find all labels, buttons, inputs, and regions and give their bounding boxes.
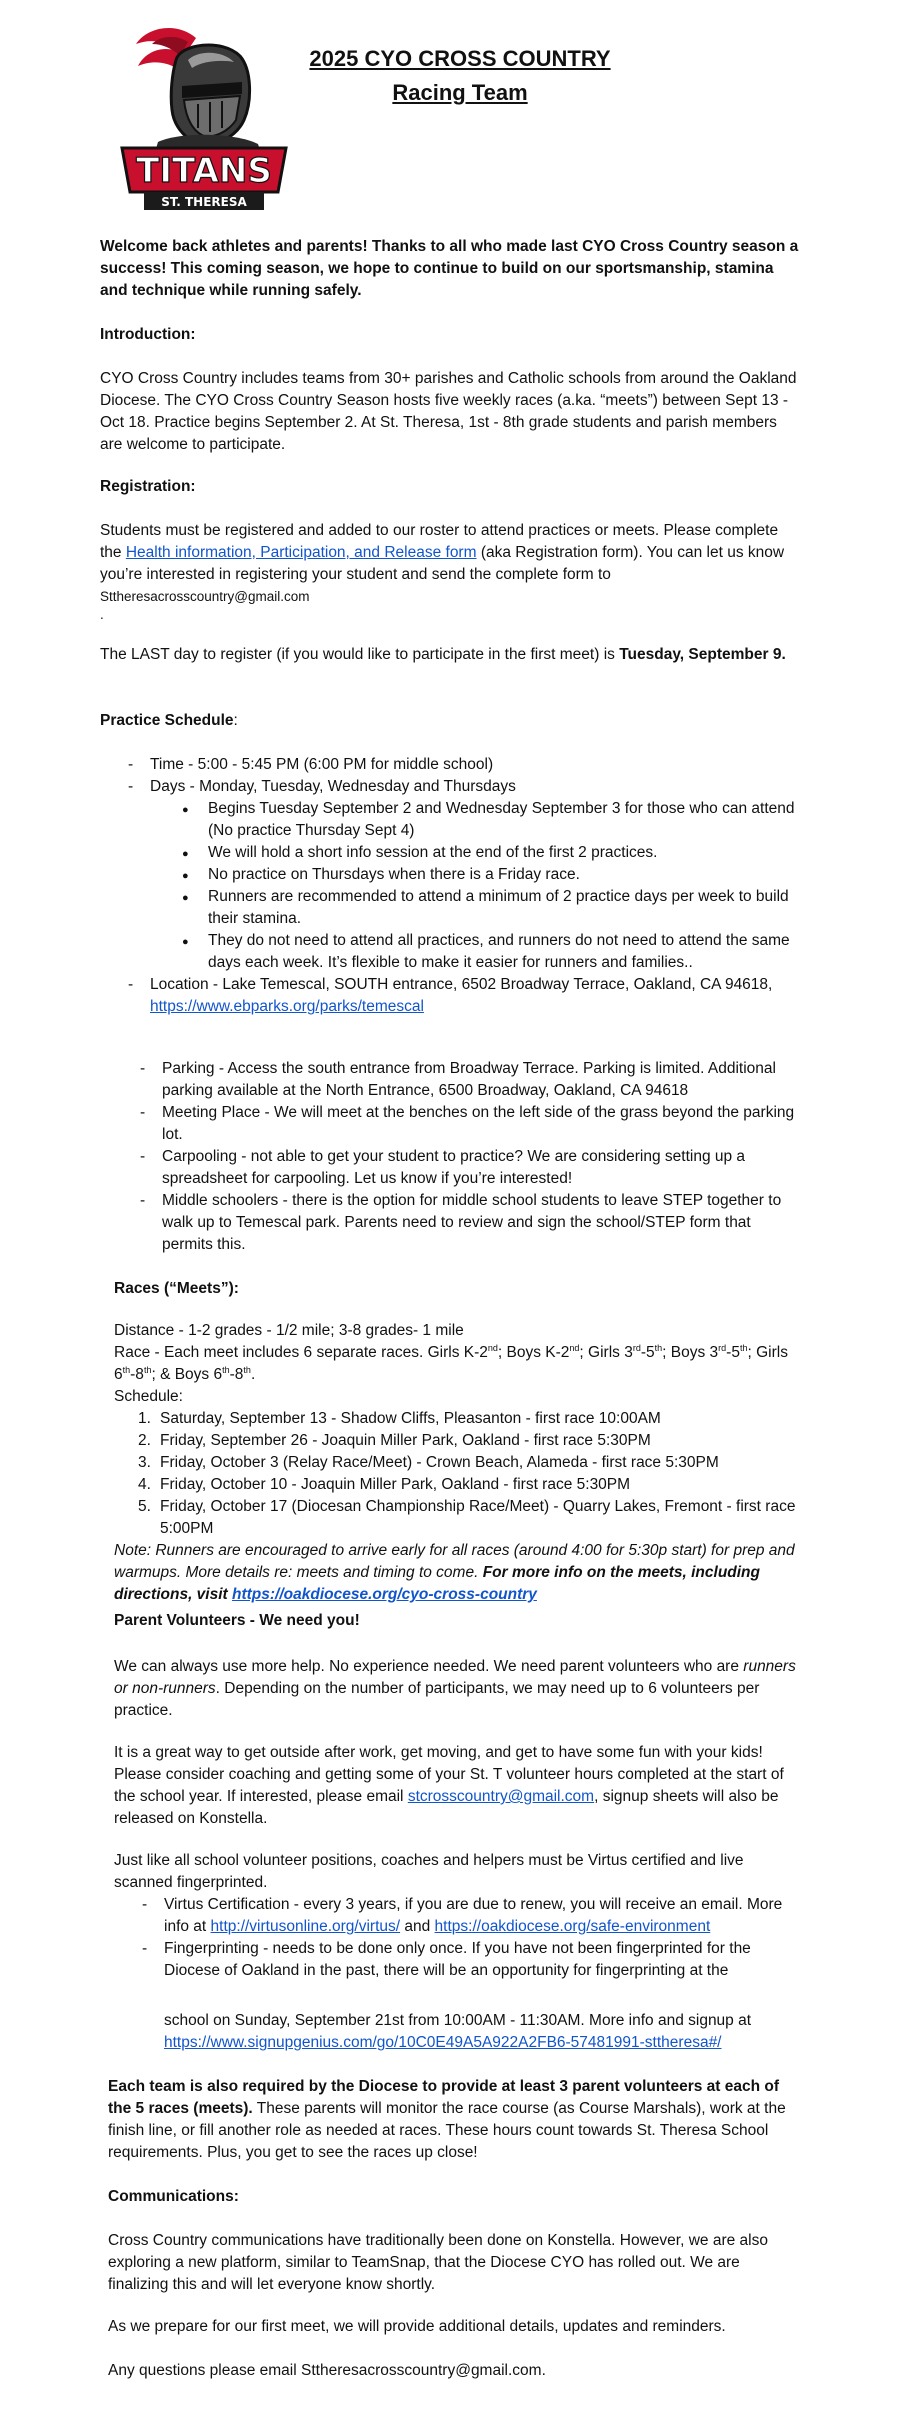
stcrosscountry-email-link[interactable]: stcrosscountry@gmail.com <box>407 1788 595 1805</box>
race-text-8: -8 <box>130 1366 144 1383</box>
race-text-2: ; Boys K-2 <box>497 1344 570 1361</box>
race-schedule <box>114 1408 804 1540</box>
fingerprint-item: - Fingerprinting - needs to be done only once. If you have not been fingerprinted for the Diocese of Oakland in the past, there will be an opportunity for fingerprinting at the <box>114 1938 804 1982</box>
signupgenius-link[interactable]: https://www.signupgenius.com/go/10C0E49A5A922A2FB6-57481991-sttheresa#/ <box>164 2034 722 2051</box>
intro-heading: Introduction: <box>100 326 196 343</box>
race-text: Saturday, September 13 - Shadow Cliffs, Pleasanton - first race 10:00AM <box>160 1410 661 1427</box>
volunteer-requirements <box>114 1894 804 1982</box>
day-note-4: ● Runners are recommended to attend a minimum of 2 practice days per week to build their stamina. <box>100 886 800 930</box>
communications-p2: As we prepare for our first meet, we will provide additional details, updates and reminders. <box>108 2318 726 2335</box>
virtus-text: Virtus Certification - every 3 years, if you are due to renew, you will receive an email. More info at <box>164 1896 783 1935</box>
practice-list <box>100 754 800 1018</box>
race-text: Friday, October 17 (Diocesan Championship Race/Meet) - Quarry Lakes, Fremont - first race 5:00PM <box>160 1498 796 1537</box>
virtus-and: and <box>400 1918 435 1935</box>
team-requirement <box>108 2076 804 2164</box>
race-item <box>114 1408 804 1430</box>
race-text-10: -8 <box>229 1366 244 1383</box>
races-format <box>114 1342 804 1386</box>
registration-heading: Registration: <box>100 478 196 495</box>
titans-logo <box>118 20 290 212</box>
race-item <box>114 1430 804 1452</box>
races-heading: Races (“Meets”): <box>114 1280 239 1297</box>
practice-heading-text: Practice Schedule <box>100 712 234 729</box>
logo-subtext: ST. THERESA <box>161 195 247 209</box>
finger-text: school on Sunday, September 21st from 10:00AM - 11:30AM. More info and signup at <box>164 2012 752 2029</box>
race-text: Friday, October 3 (Relay Race/Meet) - Crown Beach, Alameda - first race 5:30PM <box>160 1454 719 1471</box>
race-semicolon: ; <box>747 1344 752 1361</box>
safe-environment-link[interactable]: https://oakdiocese.org/safe-environment <box>434 1918 711 1935</box>
communications-p1: Cross Country communications have traditionally been done on Konstella. However, we are also exploring a new platform, similar to TeamSnap, that the Diocese CYO has rolled out. We are finalizing this and will let everyone know shortly. <box>108 2232 768 2293</box>
races-block <box>114 1320 804 1606</box>
sup-th-2: th <box>739 1342 748 1353</box>
schedule-label: Schedule: <box>114 1388 183 1405</box>
race-period: . <box>250 1366 256 1383</box>
day-note-2: ● We will hold a short info session at the end of the first 2 practices. <box>100 842 800 864</box>
race-text: Friday, September 26 - Joaquin Miller Park, Oakland - first race 5:30PM <box>160 1432 651 1449</box>
welcome-paragraph: Welcome back athletes and parents! Thanks to all who made last CYO Cross Country season a success! This coming season, we hope to continue to build on our sportsmanship, stamina and technique while running safely. <box>100 238 799 299</box>
note-text: Note: Runners are encouraged to arrive early for all races (around 4:00 for 5:30p start) for prep and warmups. More details re: meets and timing to come. <box>114 1542 795 1581</box>
registration-email: Sttheresacrosscountry@gmail.com <box>100 589 310 604</box>
volunteers-p1 <box>114 1656 804 1722</box>
logo-wordmark: TITANS <box>136 151 272 191</box>
volunteers-p2 <box>114 1742 804 1830</box>
sup-rd-1: rd <box>632 1342 641 1353</box>
race-number: 5. <box>138 1498 151 1515</box>
sup-th-6: th <box>243 1364 251 1375</box>
volunteers-p3: Just like all school volunteer positions, coaches and helpers must be Virtus certified and live scanned fingerprinted. <box>114 1852 744 1891</box>
vol-ital: runners or non-runners <box>114 1658 796 1697</box>
races-note <box>114 1540 804 1606</box>
team-rest: These parents will monitor the race course (as Course Marshals), work at the finish line, or fill another role as needed at races. These hours count towards St. Theresa School requirements. Plus, you get to see the races up close! <box>108 2100 786 2161</box>
registration-deadline <box>100 644 800 666</box>
practice-parking: - Parking - Access the south entrance from Broadway Terrace. Parking is limited. Additional parking available at the North Entrance, 6500 Broadway, Oakland, CA 94618 <box>112 1058 800 1102</box>
day-note-1: ● Begins Tuesday September 2 and Wednesday September 3 for those who can attend (No practice Thursday Sept 4) <box>100 798 800 842</box>
race-text: Friday, October 10 - Joaquin Miller Park, Oakland - first race 5:30PM <box>160 1476 631 1493</box>
practice-heading <box>100 710 800 732</box>
races-distance: Distance - 1-2 grades - 1/2 mile; 3-8 grades- 1 mile <box>114 1322 464 1339</box>
race-text-7: Girls 6 <box>114 1344 788 1383</box>
sup-th-3: th <box>122 1364 131 1375</box>
team-bold: Each team is also required by the Diocese to provide at least 3 parent volunteers at each of the 5 races (meets). <box>108 2078 780 2117</box>
race-text-1: Race - Each meet includes 6 separate races. Girls K-2 <box>114 1344 488 1361</box>
virtus-item <box>114 1894 804 1938</box>
registration-text: Students must be registered and added to our roster to attend practices or meets. Please complete the <box>100 522 779 561</box>
day-note-3: ● No practice on Thursdays when there is a Friday race. <box>100 864 800 886</box>
sup-rd-2: rd <box>718 1342 727 1353</box>
deadline-date: Tuesday, September 9. <box>619 646 786 663</box>
registration-text-2: (aka Registration form). You can let us know you’re interested in registering your student and send the complete form to <box>100 544 785 583</box>
note-bold: For more info on the meets, including directions, visit <box>114 1564 760 1603</box>
sup-th-4: th <box>143 1364 152 1375</box>
race-number: 2. <box>138 1432 151 1449</box>
temescal-link[interactable]: https://www.ebparks.org/parks/temescal <box>150 998 424 1015</box>
race-item <box>114 1452 804 1474</box>
page-subtitle: Racing Team <box>392 80 528 105</box>
race-item <box>114 1474 804 1496</box>
registration-paragraph <box>100 520 800 586</box>
deadline-text: The LAST day to register (if you would like to participate in the first meet) is <box>100 646 620 663</box>
volunteers-heading: Parent Volunteers - We need you! <box>114 1612 360 1629</box>
fingerprint-continued <box>164 2010 804 2054</box>
logistics-list <box>100 1058 800 1256</box>
registration-dot: . <box>100 607 104 622</box>
practice-middle: - Middle schoolers - there is the option for middle school students to leave STEP together to walk up to Temescal park. Parents need to review and sign the school/STEP form that permits this. <box>112 1190 800 1256</box>
race-text-5: ; Boys 3 <box>662 1344 719 1361</box>
location-text: Location - Lake Temescal, SOUTH entrance, 6502 Broadway Terrace, Oakland, CA 94618, <box>150 976 773 993</box>
sup-th-1: th <box>654 1342 663 1353</box>
race-text-4: -5 <box>640 1344 655 1361</box>
practice-meeting: - Meeting Place - We will meet at the benches on the left side of the grass beyond the parking lot. <box>112 1102 800 1146</box>
communications-heading: Communications: <box>108 2188 239 2205</box>
day-note-5: ● They do not need to attend all practices, and runners do not need to attend the same days each week. It’s flexible to make it easier for runners and families.. <box>100 930 800 974</box>
intro-paragraph: CYO Cross Country includes teams from 30+ parishes and Catholic schools from around the Oakland Diocese. The CYO Cross Country Season hosts five weekly races (a.ka. “meets”) between Sept 13 - Oct 18. Practice begins September 2. At St. Theresa, 1st - 8th grade students and parish members are welcome to participate. <box>100 370 797 453</box>
sup-th-5: th <box>222 1364 230 1375</box>
race-text-9: ; & Boys 6 <box>151 1366 223 1383</box>
race-number: 3. <box>138 1454 151 1471</box>
race-text-3: ; Girls 3 <box>579 1344 633 1361</box>
race-text-6: -5 <box>726 1344 740 1361</box>
page-title: 2025 CYO CROSS COUNTRY <box>309 46 611 71</box>
communications-p3: Any questions please email Sttheresacrosscountry@gmail.com. <box>108 2362 546 2379</box>
practice-carpool: - Carpooling - not able to get your student to practice? We are considering setting up a spreadsheet for carpooling. Let us know if you’re interested! <box>112 1146 800 1190</box>
race-number: 1. <box>138 1410 151 1427</box>
vol-text-2: . Depending on the number of participants, we may need up to 6 volunteers per practice. <box>114 1680 760 1719</box>
vol-text-3: It is a great way to get outside after work, get moving, and get to have some fun with your kids! Please consider coaching and getting some of your St. T volunteer hours completed at the start of the school year. If interested, please email <box>114 1744 784 1805</box>
sup-nd-1: nd <box>487 1342 498 1353</box>
practice-time: - Time - 5:00 - 5:45 PM (6:00 PM for middle school) <box>100 754 800 776</box>
race-item <box>114 1496 804 1540</box>
registration-form-link[interactable]: Health information, Participation, and Release form <box>125 544 477 561</box>
vol-text-4: , signup sheets will also be released on Konstella. <box>114 1788 779 1827</box>
practice-days: - Days - Monday, Tuesday, Wednesday and Thursdays <box>100 776 800 798</box>
sup-nd-2: nd <box>569 1342 580 1353</box>
virtus-link[interactable]: http://virtusonline.org/virtus/ <box>210 1918 401 1935</box>
practice-location <box>100 974 800 1018</box>
vol-text-1: We can always use more help. No experience needed. We need parent volunteers who are <box>114 1658 744 1675</box>
cyo-link[interactable]: https://oakdiocese.org/cyo-cross-country <box>232 1586 537 1603</box>
race-number: 4. <box>138 1476 151 1493</box>
practice-heading-colon: : <box>233 712 238 729</box>
